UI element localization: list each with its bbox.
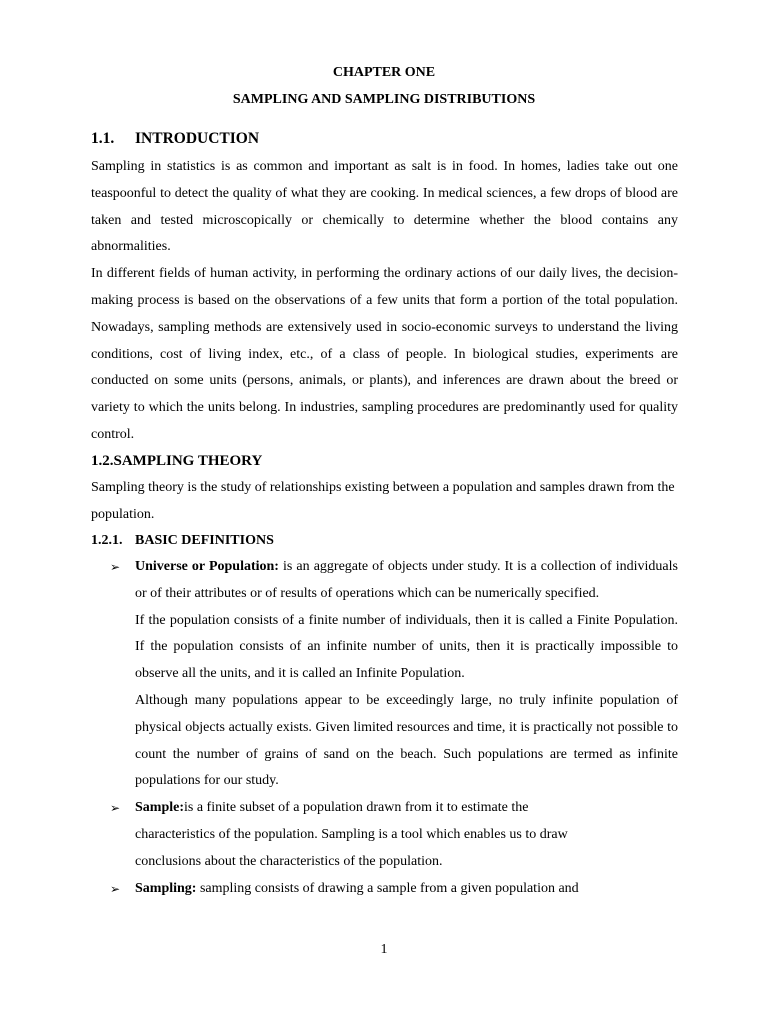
- arrow-bullet-icon: ➢: [110, 881, 121, 896]
- chapter-subtitle: SAMPLING AND SAMPLING DISTRIBUTIONS: [232, 92, 536, 107]
- paragraph: In different fields of human activity, in performing the ordinary actions of our daily lives, the decision-making process is based on the observations of a few units that form a portion of the total population. Nowadays, sampling methods are extensively used in socio-economic surveys to understand the living conditions, cost of living index, etc., of a class of people. In biological studies, experiments are conducted on some units (persons, animals, or plants), and inferences are drawn about the breed or variety to which the units belong. In industries, sampling procedures are predominantly used for quality control.: [91, 266, 678, 442]
- list-item: [110, 554, 678, 795]
- arrow-bullet-icon: ➢: [110, 560, 121, 574]
- introduction-body: [91, 154, 678, 449]
- paragraph: If the population consists of a finite number of individuals, then it is called a Finite Population. If the population consists of an infinite number of units, then it is practically impossible to observe all the units, and it is called an Infinite Population.: [135, 612, 678, 682]
- definition-text: sampling consists of drawing a sample from a given population and: [196, 880, 579, 896]
- section-title: INTRODUCTION: [135, 130, 260, 147]
- subsection-title: BASIC DEFINITIONS: [135, 533, 274, 548]
- paragraph: Sampling in statistics is as common and important as salt is in food. In homes, ladies take out one teaspoonful to detect the quality of what they are cooking. In medical sciences, a few drops of blood are taken and tested microscopically or chemically to determine whether the blood contains any abnormalities.: [91, 159, 678, 255]
- paragraph: Sampling theory is the study of relationships existing between a population and samples drawn from the population.: [91, 480, 675, 522]
- definition-term: Sample:: [135, 800, 184, 816]
- page-number: 1: [380, 942, 388, 957]
- chapter-title: CHAPTER ONE: [332, 65, 436, 80]
- section-heading-sampling-theory: 1.2.SAMPLING THEORY: [91, 453, 263, 469]
- list-item: [110, 876, 678, 903]
- definition-paragraph: [135, 795, 678, 875]
- definition-paragraph: [135, 554, 678, 608]
- arrow-bullet-icon: ➢: [110, 801, 121, 816]
- sampling-theory-body: [91, 475, 678, 529]
- paragraph: Although many populations appear to be exceedingly large, no truly infinite population of physical objects actually exists. Given limited resources and time, it is practically not possible to count the number of grains of sand on the beach. Such populations are termed as infinite populations for our study.: [135, 692, 678, 789]
- section-number: 1.1.: [91, 130, 115, 147]
- subsection-heading-basic-definitions: [91, 531, 274, 551]
- definition-text: is an aggregate of objects under study. It is a collection of individuals or of their attributes or of results of operations which can be numerically specified.: [135, 559, 678, 601]
- subsection-number: 1.2.1.: [91, 533, 123, 548]
- definition-term: Sampling:: [135, 880, 197, 896]
- definition-paragraph: [135, 876, 678, 903]
- list-item: [110, 795, 678, 875]
- definitions-list: [110, 554, 678, 902]
- definition-text: is a finite subset of a population drawn from it to estimate the characteristics of the population. Sampling is a tool which enables us to draw conclusions about the characteristics of the population.: [135, 800, 568, 869]
- definition-term: Universe or Population:: [135, 559, 279, 574]
- section-heading-introduction: [91, 129, 259, 149]
